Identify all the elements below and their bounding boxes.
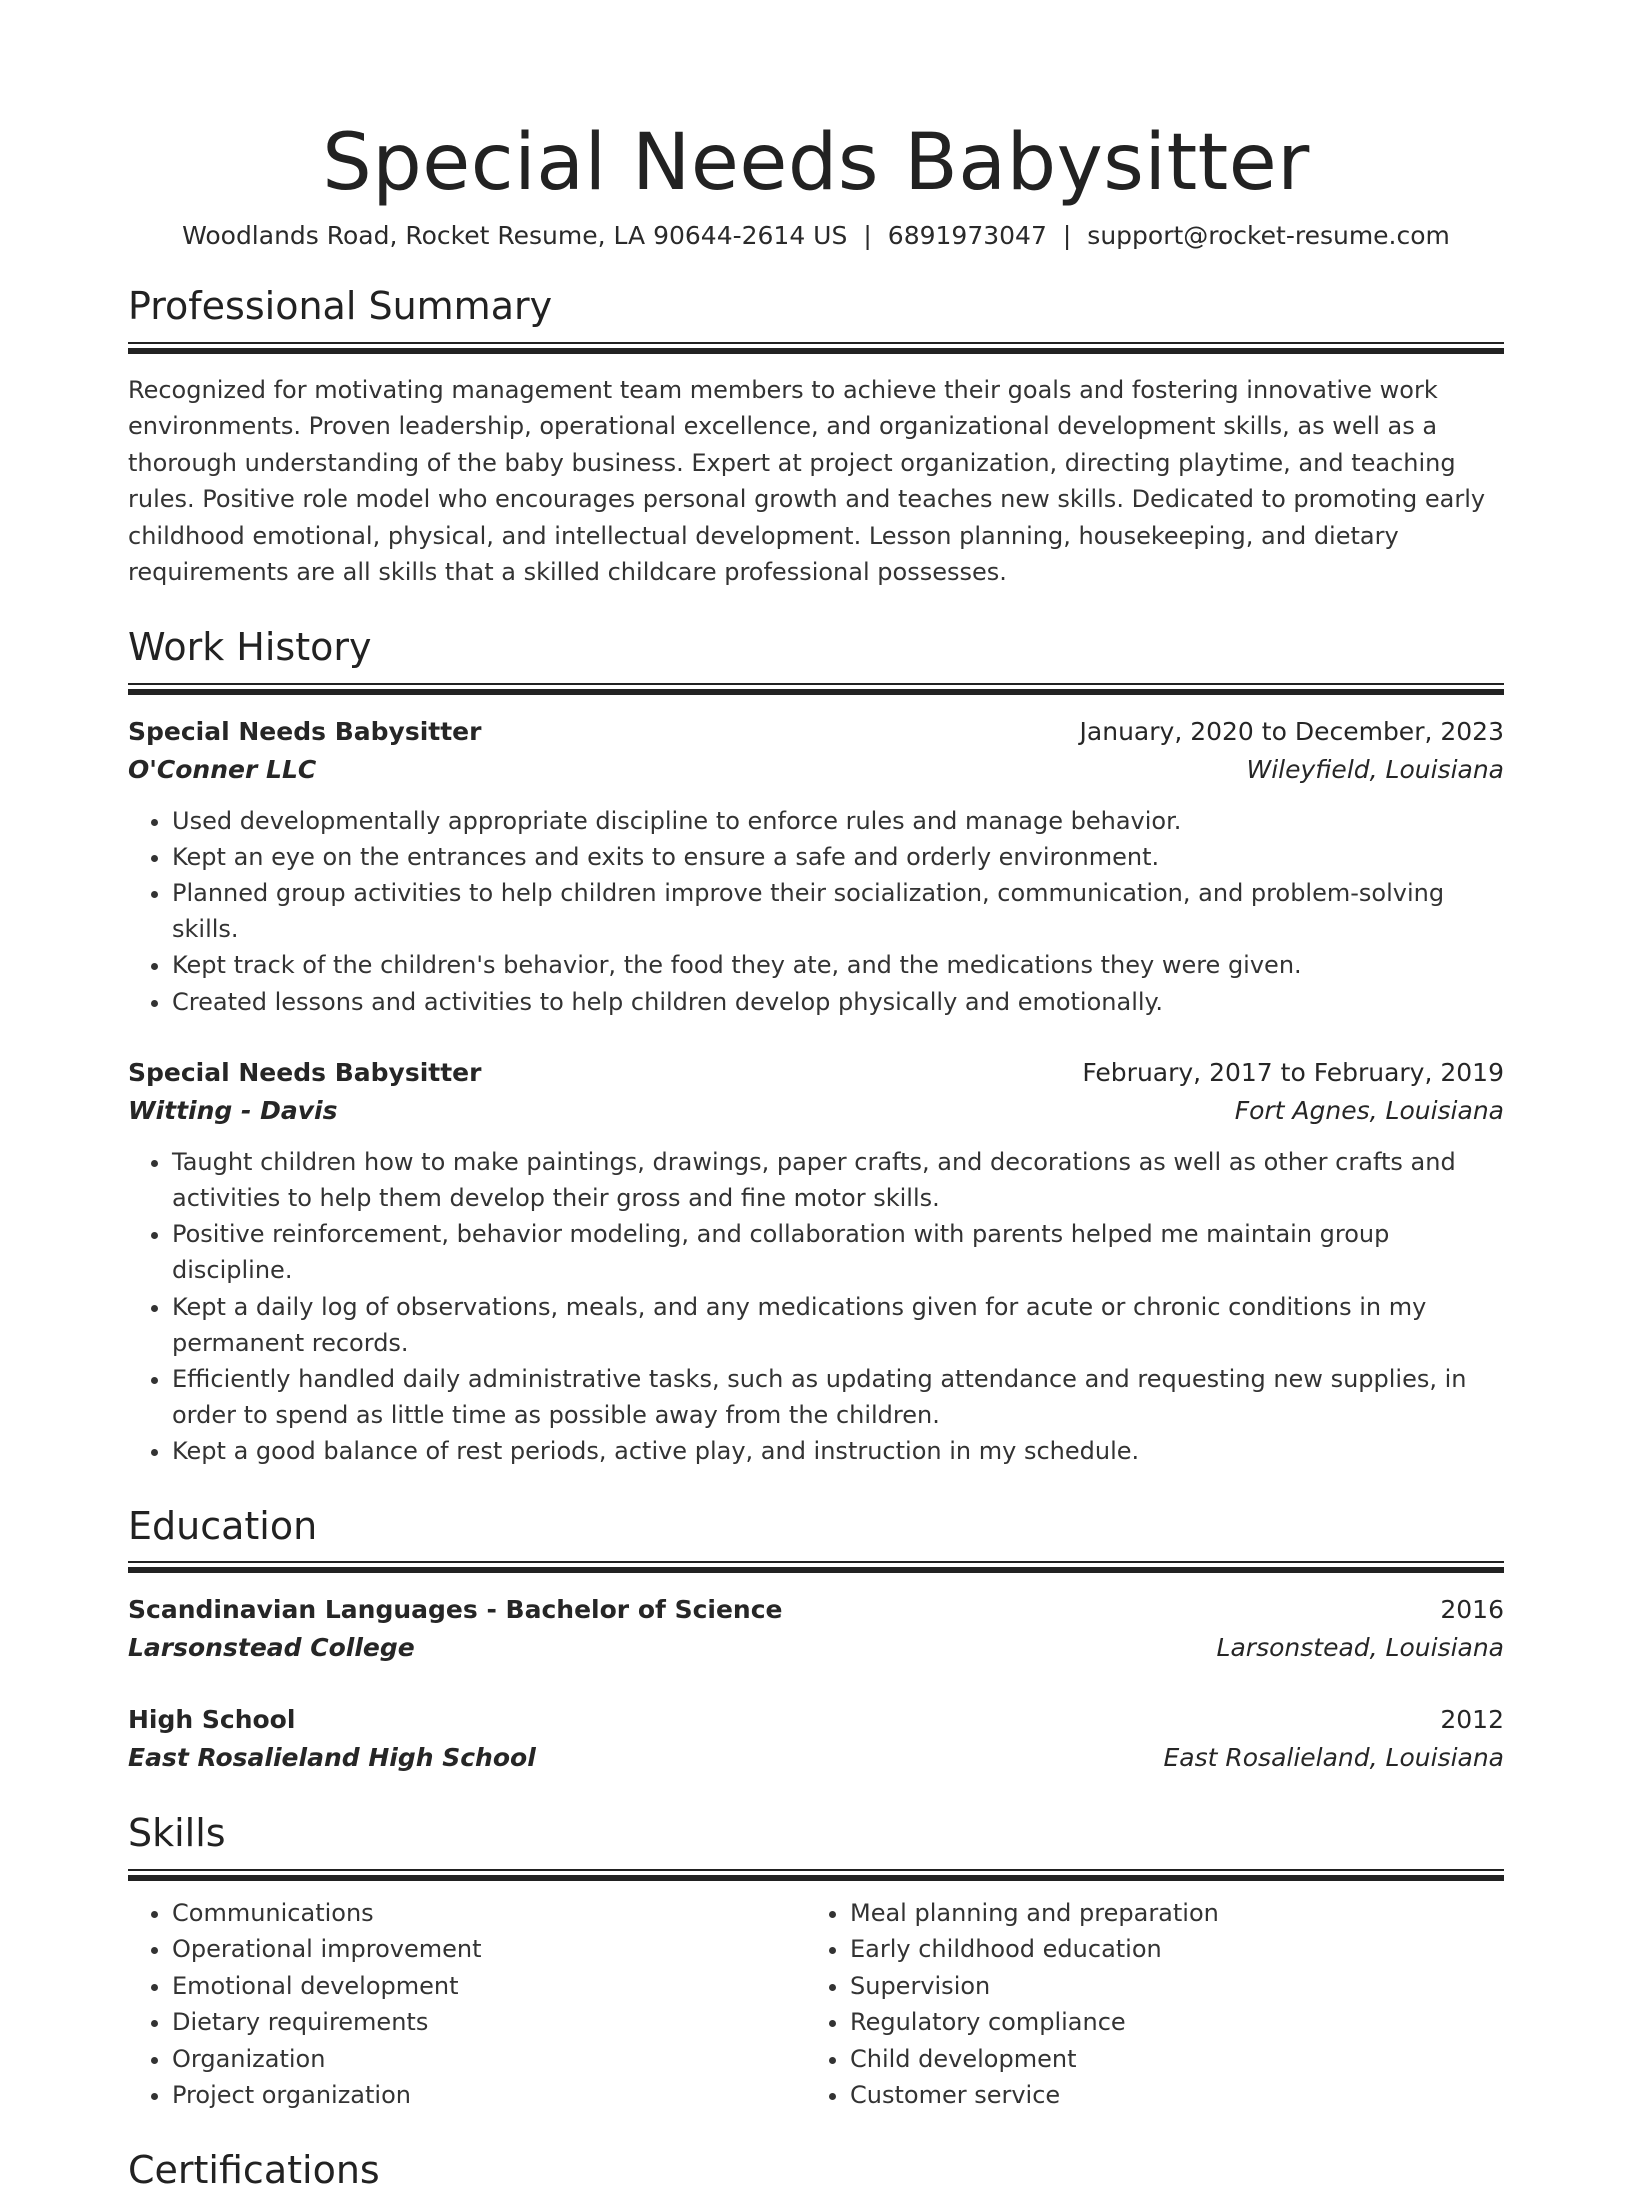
contact-line bbox=[128, 221, 1504, 250]
section-certifications bbox=[128, 2148, 1504, 2193]
education-year: 2016 bbox=[1440, 1595, 1504, 1625]
job-duties bbox=[128, 803, 1504, 1020]
resume-page bbox=[128, 0, 1504, 2193]
list-item: • Used developmentally appropriate discipline to enforce rules and manage behavior. bbox=[172, 803, 1504, 839]
job-role: Special Needs Babysitter bbox=[128, 1057, 482, 1087]
skills-columns bbox=[128, 1895, 1504, 2114]
list-item: • Dietary requirements bbox=[172, 2004, 806, 2041]
section-title-certifications: Certifications bbox=[128, 2147, 380, 2192]
contact-address: Woodlands Road, Rocket Resume, LA 90644-2614 US bbox=[182, 221, 848, 251]
section-summary bbox=[128, 284, 1504, 591]
list-item: • Kept a daily log of observations, meals, and any medications given for acute or chronic conditions in my permanent records. bbox=[172, 1289, 1504, 1361]
education-school-row bbox=[128, 1629, 1504, 1667]
job-entry bbox=[128, 713, 1504, 1020]
education-header-row bbox=[128, 1591, 1504, 1629]
list-item: • Project organization bbox=[172, 2077, 806, 2114]
education-location: Larsonstead, Louisiana bbox=[1216, 1633, 1504, 1663]
contact-separator: | bbox=[1062, 221, 1072, 251]
section-education bbox=[128, 1504, 1504, 1778]
list-item: • Efficiently handled daily administrative tasks, such as updating attendance and requesting new supplies, in order to spend as little time as possible away from the children. bbox=[172, 1361, 1504, 1433]
list-item: • Created lessons and activities to help children develop physically and emotionally. bbox=[172, 984, 1504, 1020]
section-title-skills: Skills bbox=[128, 1811, 226, 1856]
list-item: • Planned group activities to help children improve their socialization, communication, and problem-solving skills. bbox=[172, 875, 1504, 947]
job-dates: January, 2020 to December, 2023 bbox=[1079, 716, 1504, 746]
section-title-work: Work History bbox=[128, 624, 372, 669]
education-school: East Rosalieland High School bbox=[128, 1743, 536, 1773]
summary-text: Recognized for motivating management team members to achieve their goals and fostering innovative work environments. Proven leadership, operational excellence, and organizational development skills, as well as a thorough understanding of the baby business. Expert at project organization, directing playtime, and teaching rules. Positive role model who encourages personal growth and teaches new skills. Dedicated to promoting early childhood emotional, physical, and intellectual development. Lesson planning, housekeeping, and dietary requirements are all skills that a skilled childcare professional possesses. bbox=[128, 375, 1486, 587]
section-divider bbox=[128, 1869, 1504, 1881]
education-entry bbox=[128, 1701, 1504, 1777]
list-item: • Positive reinforcement, behavior modeling, and collaboration with parents helped me maintain group discipline. bbox=[172, 1216, 1504, 1288]
job-company: Witting - Davis bbox=[128, 1095, 338, 1125]
job-role: Special Needs Babysitter bbox=[128, 716, 482, 746]
section-divider bbox=[128, 342, 1504, 354]
skills-list-right bbox=[806, 1895, 1504, 2114]
section-divider bbox=[128, 1561, 1504, 1573]
job-company-row bbox=[128, 751, 1504, 789]
section-work-history bbox=[128, 625, 1504, 1470]
list-item: • Kept a good balance of rest periods, active play, and instruction in my schedule. bbox=[172, 1433, 1504, 1469]
list-item: • Taught children how to make paintings, drawings, paper crafts, and decorations as well as other crafts and activities to help them develop their gross and fine motor skills. bbox=[172, 1144, 1504, 1216]
education-location: East Rosalieland, Louisiana bbox=[1163, 1743, 1504, 1773]
list-item: • Meal planning and preparation bbox=[850, 1895, 1504, 1932]
contact-email: support@rocket-resume.com bbox=[1087, 221, 1450, 251]
list-item: • Operational improvement bbox=[172, 1931, 806, 1968]
contact-phone: 6891973047 bbox=[887, 221, 1047, 251]
list-item: • Communications bbox=[172, 1895, 806, 1932]
education-header-row bbox=[128, 1701, 1504, 1739]
list-item: • Child development bbox=[850, 2041, 1504, 2078]
list-item: • Early childhood education bbox=[850, 1931, 1504, 1968]
section-title-summary: Professional Summary bbox=[128, 284, 553, 329]
skills-list-left bbox=[128, 1895, 806, 2114]
education-degree: Scandinavian Languages - Bachelor of Science bbox=[128, 1595, 783, 1625]
section-title-education: Education bbox=[128, 1503, 318, 1548]
education-year: 2012 bbox=[1440, 1705, 1504, 1735]
education-degree: High School bbox=[128, 1705, 296, 1735]
list-item: • Supervision bbox=[850, 1968, 1504, 2005]
section-skills bbox=[128, 1811, 1504, 2114]
job-location: Fort Agnes, Louisiana bbox=[1234, 1095, 1504, 1125]
list-item: • Customer service bbox=[850, 2077, 1504, 2114]
list-item: • Kept track of the children's behavior, the food they ate, and the medications they were given. bbox=[172, 947, 1504, 983]
list-item: • Emotional development bbox=[172, 1968, 806, 2005]
job-entry bbox=[128, 1054, 1504, 1470]
education-school: Larsonstead College bbox=[128, 1633, 415, 1663]
job-location: Wileyfield, Louisiana bbox=[1246, 754, 1504, 784]
job-header-row bbox=[128, 1054, 1504, 1092]
page-title: Special Needs Babysitter bbox=[322, 118, 1310, 208]
job-company-row bbox=[128, 1092, 1504, 1130]
list-item: • Regulatory compliance bbox=[850, 2004, 1504, 2041]
job-dates: February, 2017 to February, 2019 bbox=[1082, 1057, 1504, 1087]
contact-separator: | bbox=[863, 221, 872, 251]
list-item: • Kept an eye on the entrances and exits to ensure a safe and orderly environment. bbox=[172, 839, 1504, 875]
section-divider bbox=[128, 683, 1504, 695]
job-duties bbox=[128, 1144, 1504, 1470]
job-header-row bbox=[128, 713, 1504, 751]
education-school-row bbox=[128, 1739, 1504, 1777]
education-entry bbox=[128, 1591, 1504, 1667]
job-company: O'Conner LLC bbox=[128, 754, 317, 784]
list-item: • Organization bbox=[172, 2041, 806, 2078]
